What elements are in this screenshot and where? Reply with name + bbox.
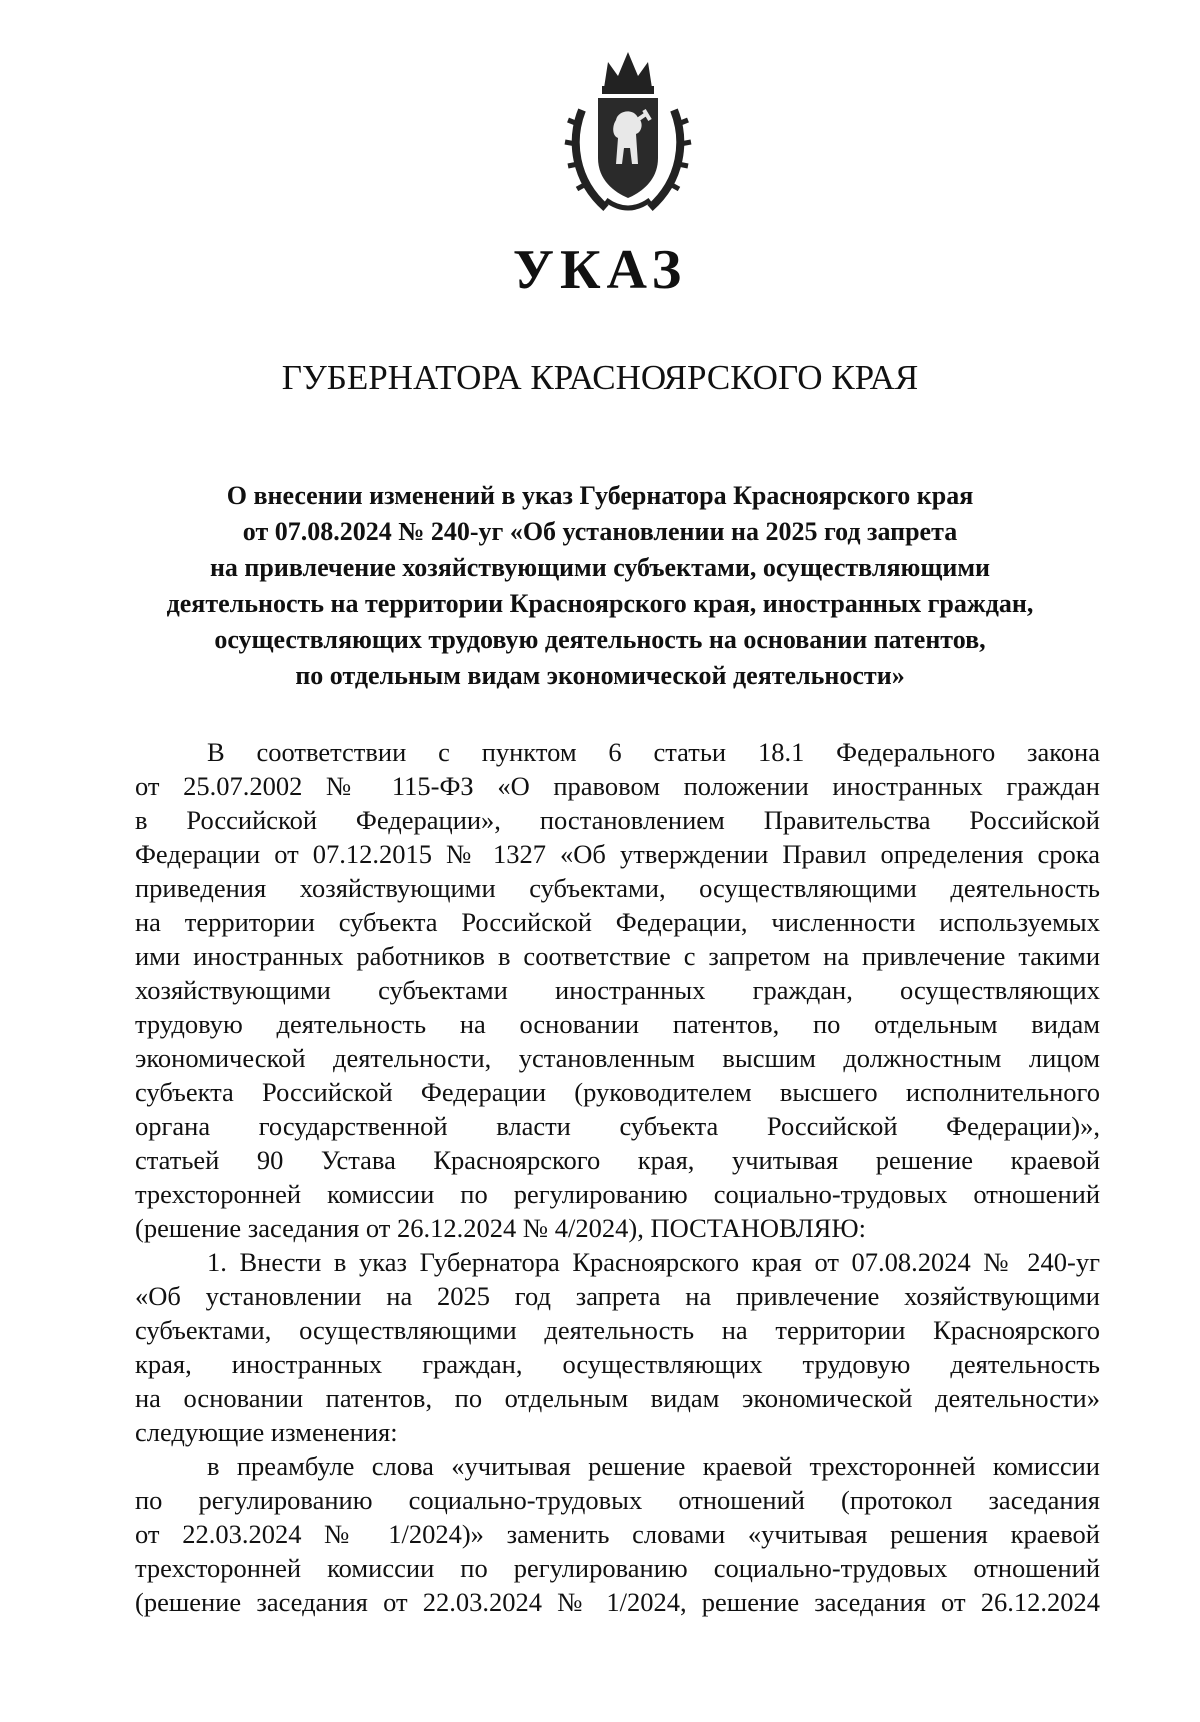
body-line: (решение заседания от 26.12.2024 № 4/2024), ПОСТАНОВЛЯЮ: [135,1213,866,1243]
subject-line: на привлечение хозяйствующими субъектами, осуществляющими [209,553,991,582]
body-line: статьей 90 Устава Красноярского края, учитывая решение краевой [135,1145,1100,1175]
body-line: субъектами, осуществляющими деятельность на территории Красноярского [135,1315,1100,1345]
coat-of-arms-emblem [560,40,696,220]
body-line: ими иностранных работников в соответствие с запретом на привлечение такими [135,941,1100,971]
subject-line: осуществляющих трудовую деятельность на основании патентов, [214,625,986,654]
body-line: хозяйствующими субъектами иностранных граждан, осуществляющих [135,975,1100,1005]
coat-of-arms-icon [560,40,696,220]
body-line: следующие изменения: [135,1417,398,1447]
body-line: трехсторонней комиссии по регулированию социально-трудовых отношений [135,1179,1100,1209]
body-line: в преамбуле слова «учитывая решение краевой трехсторонней комиссии [207,1451,1100,1481]
document-title: УКАЗ [512,239,688,301]
body-line: приведения хозяйствующими субъектами, осуществляющими деятельность [135,873,1100,903]
body-line: от 22.03.2024 № 1/2024)» заменить словами «учитывая решения краевой [135,1519,1100,1549]
body-line: 1. Внести в указ Губернатора Красноярского края от 07.08.2024 № 240-уг [207,1247,1100,1277]
body-line: от 25.07.2002 № 115-ФЗ «О правовом положении иностранных граждан [135,771,1100,801]
body-line: органа государственной власти субъекта Российской Федерации)», [135,1111,1100,1141]
document-issuer: ГУБЕРНАТОРА КРАСНОЯРСКОГО КРАЯ [281,358,919,397]
body-line: в Российской Федерации», постановлением Правительства Российской [135,805,1100,835]
subject-line: от 07.08.2024 № 240-уг «Об установлении на 2025 год запрета [242,517,958,546]
body-line: на основании патентов, по отдельным видам экономической деятельности» [135,1383,1100,1413]
subject-line: деятельность на территории Красноярского края, иностранных граждан, [166,589,1034,618]
subject-line: по отдельным видам экономической деятельности» [295,661,905,690]
document-subject [120,478,1080,694]
body-line: (решение заседания от 22.03.2024 № 1/2024, решение заседания от 26.12.2024 [135,1587,1100,1617]
body-line: экономической деятельности, установленным высшим должностным лицом [135,1043,1100,1073]
body-line: Федерации от 07.12.2015 № 1327 «Об утверждении Правил определения срока [135,839,1100,869]
document-body [135,735,1100,1619]
subject-line: О внесении изменений в указ Губернатора Красноярского края [226,481,974,510]
body-line: трехсторонней комиссии по регулированию социально-трудовых отношений [135,1553,1100,1583]
body-line: края, иностранных граждан, осуществляющих трудовую деятельность [135,1349,1100,1379]
body-line: «Об установлении на 2025 год запрета на привлечение хозяйствующими [135,1281,1100,1311]
body-line: субъекта Российской Федерации (руководителем высшего исполнительного [135,1077,1100,1107]
body-line: трудовую деятельность на основании патентов, по отдельным видам [135,1009,1100,1039]
body-line: по регулированию социально-трудовых отношений (протокол заседания [135,1485,1100,1515]
body-line: на территории субъекта Российской Федерации, численности используемых [135,907,1100,937]
body-line: В соответствии с пунктом 6 статьи 18.1 Федерального закона [207,737,1100,767]
